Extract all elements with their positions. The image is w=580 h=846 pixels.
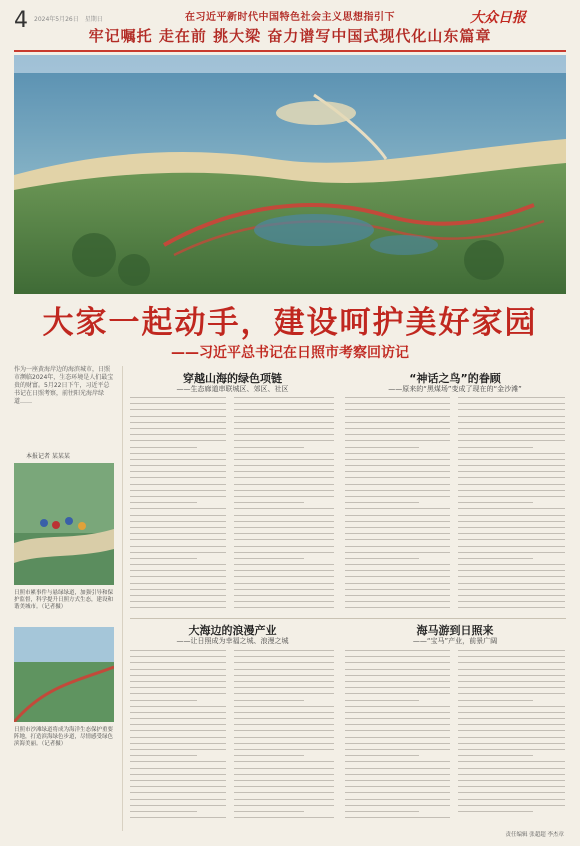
text-line (345, 774, 450, 775)
text-line (345, 465, 450, 466)
coastal-greenway-illustration (14, 55, 566, 294)
text-line (345, 576, 450, 577)
text-line (345, 706, 450, 707)
text-line (458, 434, 565, 435)
text-line (130, 650, 226, 651)
text-line (234, 595, 334, 596)
section-title-4: 海马游到日照来 (416, 624, 494, 637)
text-line (234, 743, 334, 744)
text-line (345, 749, 450, 750)
text-line (345, 459, 450, 460)
text-line (458, 527, 565, 528)
text-line (234, 416, 334, 417)
text-line (458, 502, 533, 503)
text-line (345, 786, 450, 787)
text-line (130, 521, 226, 522)
text-line (345, 687, 450, 688)
text-line (458, 706, 565, 707)
text-line (234, 712, 334, 713)
runners-caption: 日照市累事件与悬绿绿道，加强引导和保护监督，科学提升日照方式生态，建设和谐美城市。（记者摄） (14, 590, 114, 610)
text-line (458, 496, 565, 497)
text-line (458, 515, 565, 516)
text-line (345, 428, 450, 429)
text-line (130, 490, 226, 491)
section-divider (130, 618, 566, 619)
text-line (130, 774, 226, 775)
text-line (458, 656, 565, 657)
text-line (345, 502, 419, 503)
text-line (458, 564, 565, 565)
greenway-photo (14, 627, 114, 722)
text-line (130, 786, 226, 787)
text-line (234, 490, 334, 491)
body-column-4 (458, 397, 565, 614)
text-line (345, 700, 419, 701)
text-line (458, 662, 565, 663)
page-number: 4 (14, 8, 28, 33)
text-line (345, 650, 450, 651)
header-rule (14, 50, 566, 52)
text-line (130, 397, 226, 398)
body-column-6 (234, 650, 334, 823)
text-line (458, 799, 565, 800)
section-sub-2: ——原来的“黑煤场”变成了现在的“金沙滩” (388, 385, 522, 393)
text-line (130, 465, 226, 466)
text-line (130, 712, 226, 713)
text-line (130, 502, 197, 503)
text-line (458, 521, 565, 522)
text-line (234, 817, 334, 818)
text-line (234, 403, 334, 404)
text-line (458, 558, 533, 559)
text-line (234, 539, 334, 540)
text-line (130, 681, 226, 682)
text-line (130, 589, 226, 590)
text-line (345, 799, 450, 800)
text-line (458, 811, 533, 812)
aerial-photo (14, 55, 566, 294)
text-line (345, 755, 419, 756)
text-line (130, 706, 226, 707)
text-line (234, 737, 334, 738)
text-line (130, 693, 226, 694)
text-line (130, 687, 226, 688)
text-line (234, 527, 334, 528)
text-line (234, 576, 334, 577)
text-line (130, 484, 226, 485)
text-line (458, 737, 565, 738)
text-line (130, 805, 226, 806)
text-line (458, 422, 565, 423)
text-line (130, 409, 226, 410)
issue-date: 2024年5月26日 星期日 (34, 16, 103, 23)
text-line (130, 675, 226, 676)
text-line (130, 428, 226, 429)
text-line (130, 601, 226, 602)
text-line (458, 718, 565, 719)
text-line (458, 459, 565, 460)
text-line (234, 669, 334, 670)
text-line (345, 447, 419, 448)
text-line (234, 447, 304, 448)
text-line (130, 570, 226, 571)
text-line (234, 755, 304, 756)
text-line (234, 607, 334, 608)
text-line (345, 768, 450, 769)
body-column-3 (345, 397, 450, 614)
text-line (234, 564, 334, 565)
text-line (130, 576, 226, 577)
greenway-caption: 日照市沙滩绿道将成为海洋生态保护重要阵地，打造滨海绿色步道，尽情感受绿色滨海美丽。（记者摄） (14, 727, 114, 747)
text-line (458, 533, 565, 534)
body-column-1 (130, 397, 226, 614)
text-line (234, 477, 334, 478)
text-line (458, 440, 565, 441)
section-title-2: “神话之鸟”的眷顾 (409, 372, 501, 385)
text-line (234, 805, 334, 806)
text-line (345, 724, 450, 725)
text-line (345, 681, 450, 682)
text-line (130, 737, 226, 738)
text-line (234, 693, 334, 694)
text-line (458, 484, 565, 485)
text-line (234, 502, 304, 503)
text-line (234, 484, 334, 485)
text-line (130, 496, 226, 497)
text-line (458, 539, 565, 540)
text-line (345, 397, 450, 398)
text-line (234, 471, 334, 472)
text-line (130, 477, 226, 478)
text-line (130, 434, 226, 435)
text-line (345, 570, 450, 571)
text-line (345, 508, 450, 509)
text-line (130, 607, 226, 608)
text-line (234, 589, 334, 590)
section-title-3: 大海边的浪漫产业 (188, 624, 277, 637)
column-divider (122, 366, 123, 831)
text-line (130, 422, 226, 423)
text-line (130, 749, 226, 750)
text-line (234, 730, 334, 731)
text-line (234, 546, 334, 547)
section-sub-3: ——让日照成为幸福之城、浪漫之城 (176, 637, 289, 645)
text-line (345, 761, 450, 762)
text-line (130, 656, 226, 657)
text-line (130, 403, 226, 404)
text-line (345, 515, 450, 516)
text-line (130, 743, 226, 744)
text-line (345, 490, 450, 491)
text-line (458, 669, 565, 670)
text-line (458, 447, 533, 448)
text-line (234, 428, 334, 429)
text-line (130, 558, 197, 559)
text-line (234, 774, 334, 775)
text-line (458, 693, 565, 694)
text-line (345, 527, 450, 528)
text-line (345, 422, 450, 423)
text-line (234, 459, 334, 460)
text-line (458, 749, 565, 750)
text-line (234, 650, 334, 651)
text-line (345, 693, 450, 694)
text-line (345, 477, 450, 478)
text-line (234, 583, 334, 584)
text-line (130, 539, 226, 540)
text-line (345, 601, 450, 602)
text-line (458, 508, 565, 509)
text-line (130, 730, 226, 731)
text-line (234, 749, 334, 750)
text-line (234, 811, 304, 812)
text-line (458, 403, 565, 404)
text-line (458, 576, 565, 577)
text-line (130, 662, 226, 663)
text-line (458, 786, 565, 787)
text-line (234, 434, 334, 435)
theme-banner: 牢记嘱托 走在前 挑大梁 奋力谱写中国式现代化山东篇章 (88, 27, 492, 45)
kicker-banner: 在习近平新时代中国特色社会主义思想指引下 (185, 12, 395, 23)
text-line (458, 490, 565, 491)
text-line (130, 447, 197, 448)
lead-paragraph (14, 366, 114, 446)
text-line (345, 409, 450, 410)
text-line (345, 730, 450, 731)
text-line (234, 792, 334, 793)
text-line (130, 700, 197, 701)
text-line (345, 416, 450, 417)
text-line (234, 422, 334, 423)
text-line (234, 440, 334, 441)
text-line (130, 718, 226, 719)
text-line (345, 675, 450, 676)
text-line (130, 453, 226, 454)
text-line (130, 515, 226, 516)
text-line (130, 792, 226, 793)
text-line (234, 675, 334, 676)
text-line (130, 724, 226, 725)
text-line (345, 607, 450, 608)
text-line (234, 700, 304, 701)
text-line (458, 607, 565, 608)
text-line (130, 799, 226, 800)
text-line (234, 521, 334, 522)
text-line (345, 484, 450, 485)
text-line (130, 669, 226, 670)
text-line (234, 786, 334, 787)
text-line (345, 583, 450, 584)
text-line (234, 533, 334, 534)
text-line (458, 761, 565, 762)
text-line (345, 471, 450, 472)
body-column-5 (130, 650, 226, 823)
text-line (345, 780, 450, 781)
text-line (130, 527, 226, 528)
main-headline: 大家一起动手，建设呵护美好家园 (42, 305, 538, 341)
text-line (234, 465, 334, 466)
text-line (458, 416, 565, 417)
text-line (458, 397, 565, 398)
text-line (234, 724, 334, 725)
text-line (234, 453, 334, 454)
text-line (458, 583, 565, 584)
text-line (345, 453, 450, 454)
text-line (345, 564, 450, 565)
text-line (130, 440, 226, 441)
text-line (130, 416, 226, 417)
text-line (345, 552, 450, 553)
text-line (345, 737, 450, 738)
text-line (130, 817, 226, 818)
text-line (458, 477, 565, 478)
text-line (130, 755, 197, 756)
text-line (130, 533, 226, 534)
text-line (345, 792, 450, 793)
text-line (458, 589, 565, 590)
body-column-2 (234, 397, 334, 614)
text-line (234, 558, 304, 559)
text-line (234, 656, 334, 657)
text-line (458, 700, 533, 701)
section-sub-4: ——“宝马”产业，前景广阔 (412, 637, 498, 645)
text-line (458, 805, 565, 806)
text-line (458, 552, 565, 553)
text-line (458, 724, 565, 725)
text-line (345, 656, 450, 657)
text-line (130, 595, 226, 596)
text-line (345, 539, 450, 540)
text-line (458, 743, 565, 744)
text-line (458, 712, 565, 713)
text-line (458, 650, 565, 651)
text-line (345, 669, 450, 670)
runners-photo (14, 463, 114, 585)
text-line (458, 792, 565, 793)
section-sub-1: ——生态廊道串联城区、郊区、社区 (176, 385, 289, 393)
text-line (345, 712, 450, 713)
text-line (234, 662, 334, 663)
text-line (130, 546, 226, 547)
text-line (458, 774, 565, 775)
text-line (130, 552, 226, 553)
text-line (458, 681, 565, 682)
text-line (234, 570, 334, 571)
text-line (345, 589, 450, 590)
text-line (345, 533, 450, 534)
text-line (234, 515, 334, 516)
text-line (345, 805, 450, 806)
reporter-byline: 本报记者 某某某 (26, 453, 70, 460)
text-line (234, 706, 334, 707)
text-line (458, 546, 565, 547)
section-title-1: 穿越山海的绿色项链 (183, 372, 282, 385)
text-line (345, 817, 450, 818)
text-line (345, 662, 450, 663)
text-line (345, 743, 450, 744)
text-line (458, 453, 565, 454)
text-line (345, 403, 450, 404)
editor-credit: 责任编辑 张超超 李杰章 (505, 832, 564, 838)
text-line (130, 811, 197, 812)
text-line (234, 799, 334, 800)
text-line (345, 558, 419, 559)
text-line (130, 768, 226, 769)
text-line (234, 397, 334, 398)
text-line (234, 496, 334, 497)
text-line (458, 687, 565, 688)
text-line (458, 675, 565, 676)
text-line (234, 601, 334, 602)
main-subhead: ——习近平总书记在日照市考察回访记 (171, 345, 409, 361)
text-line (234, 681, 334, 682)
body-column-7 (345, 650, 450, 823)
text-line (130, 459, 226, 460)
text-line (458, 601, 565, 602)
text-line (458, 471, 565, 472)
page-header (0, 0, 580, 58)
text-line (458, 465, 565, 466)
body-column-8 (458, 650, 565, 817)
text-line (130, 583, 226, 584)
text-line (234, 761, 334, 762)
text-line (345, 440, 450, 441)
text-line (458, 780, 565, 781)
text-line (234, 780, 334, 781)
text-line (130, 508, 226, 509)
text-line (130, 761, 226, 762)
text-line (458, 755, 533, 756)
text-line (345, 718, 450, 719)
text-line (345, 434, 450, 435)
text-line (234, 718, 334, 719)
newspaper-logo: 大众日报 (470, 10, 526, 26)
text-line (234, 409, 334, 410)
text-line (345, 811, 419, 812)
lead-text: 作为一座黄海岸边的海滨城市，日照市濒临2024年，生态环境是人们最宝贵的财富。5月22日下午，习近平总书记在日照考察，前往阳光海岸绿道…… (14, 366, 114, 405)
text-line (234, 552, 334, 553)
text-line (458, 409, 565, 410)
text-line (458, 768, 565, 769)
text-line (345, 546, 450, 547)
text-line (458, 730, 565, 731)
text-line (234, 508, 334, 509)
text-line (458, 595, 565, 596)
text-line (345, 595, 450, 596)
text-line (458, 428, 565, 429)
text-line (234, 687, 334, 688)
text-line (345, 496, 450, 497)
text-line (130, 564, 226, 565)
text-line (130, 471, 226, 472)
text-line (234, 768, 334, 769)
text-line (458, 570, 565, 571)
text-line (130, 780, 226, 781)
text-line (345, 521, 450, 522)
